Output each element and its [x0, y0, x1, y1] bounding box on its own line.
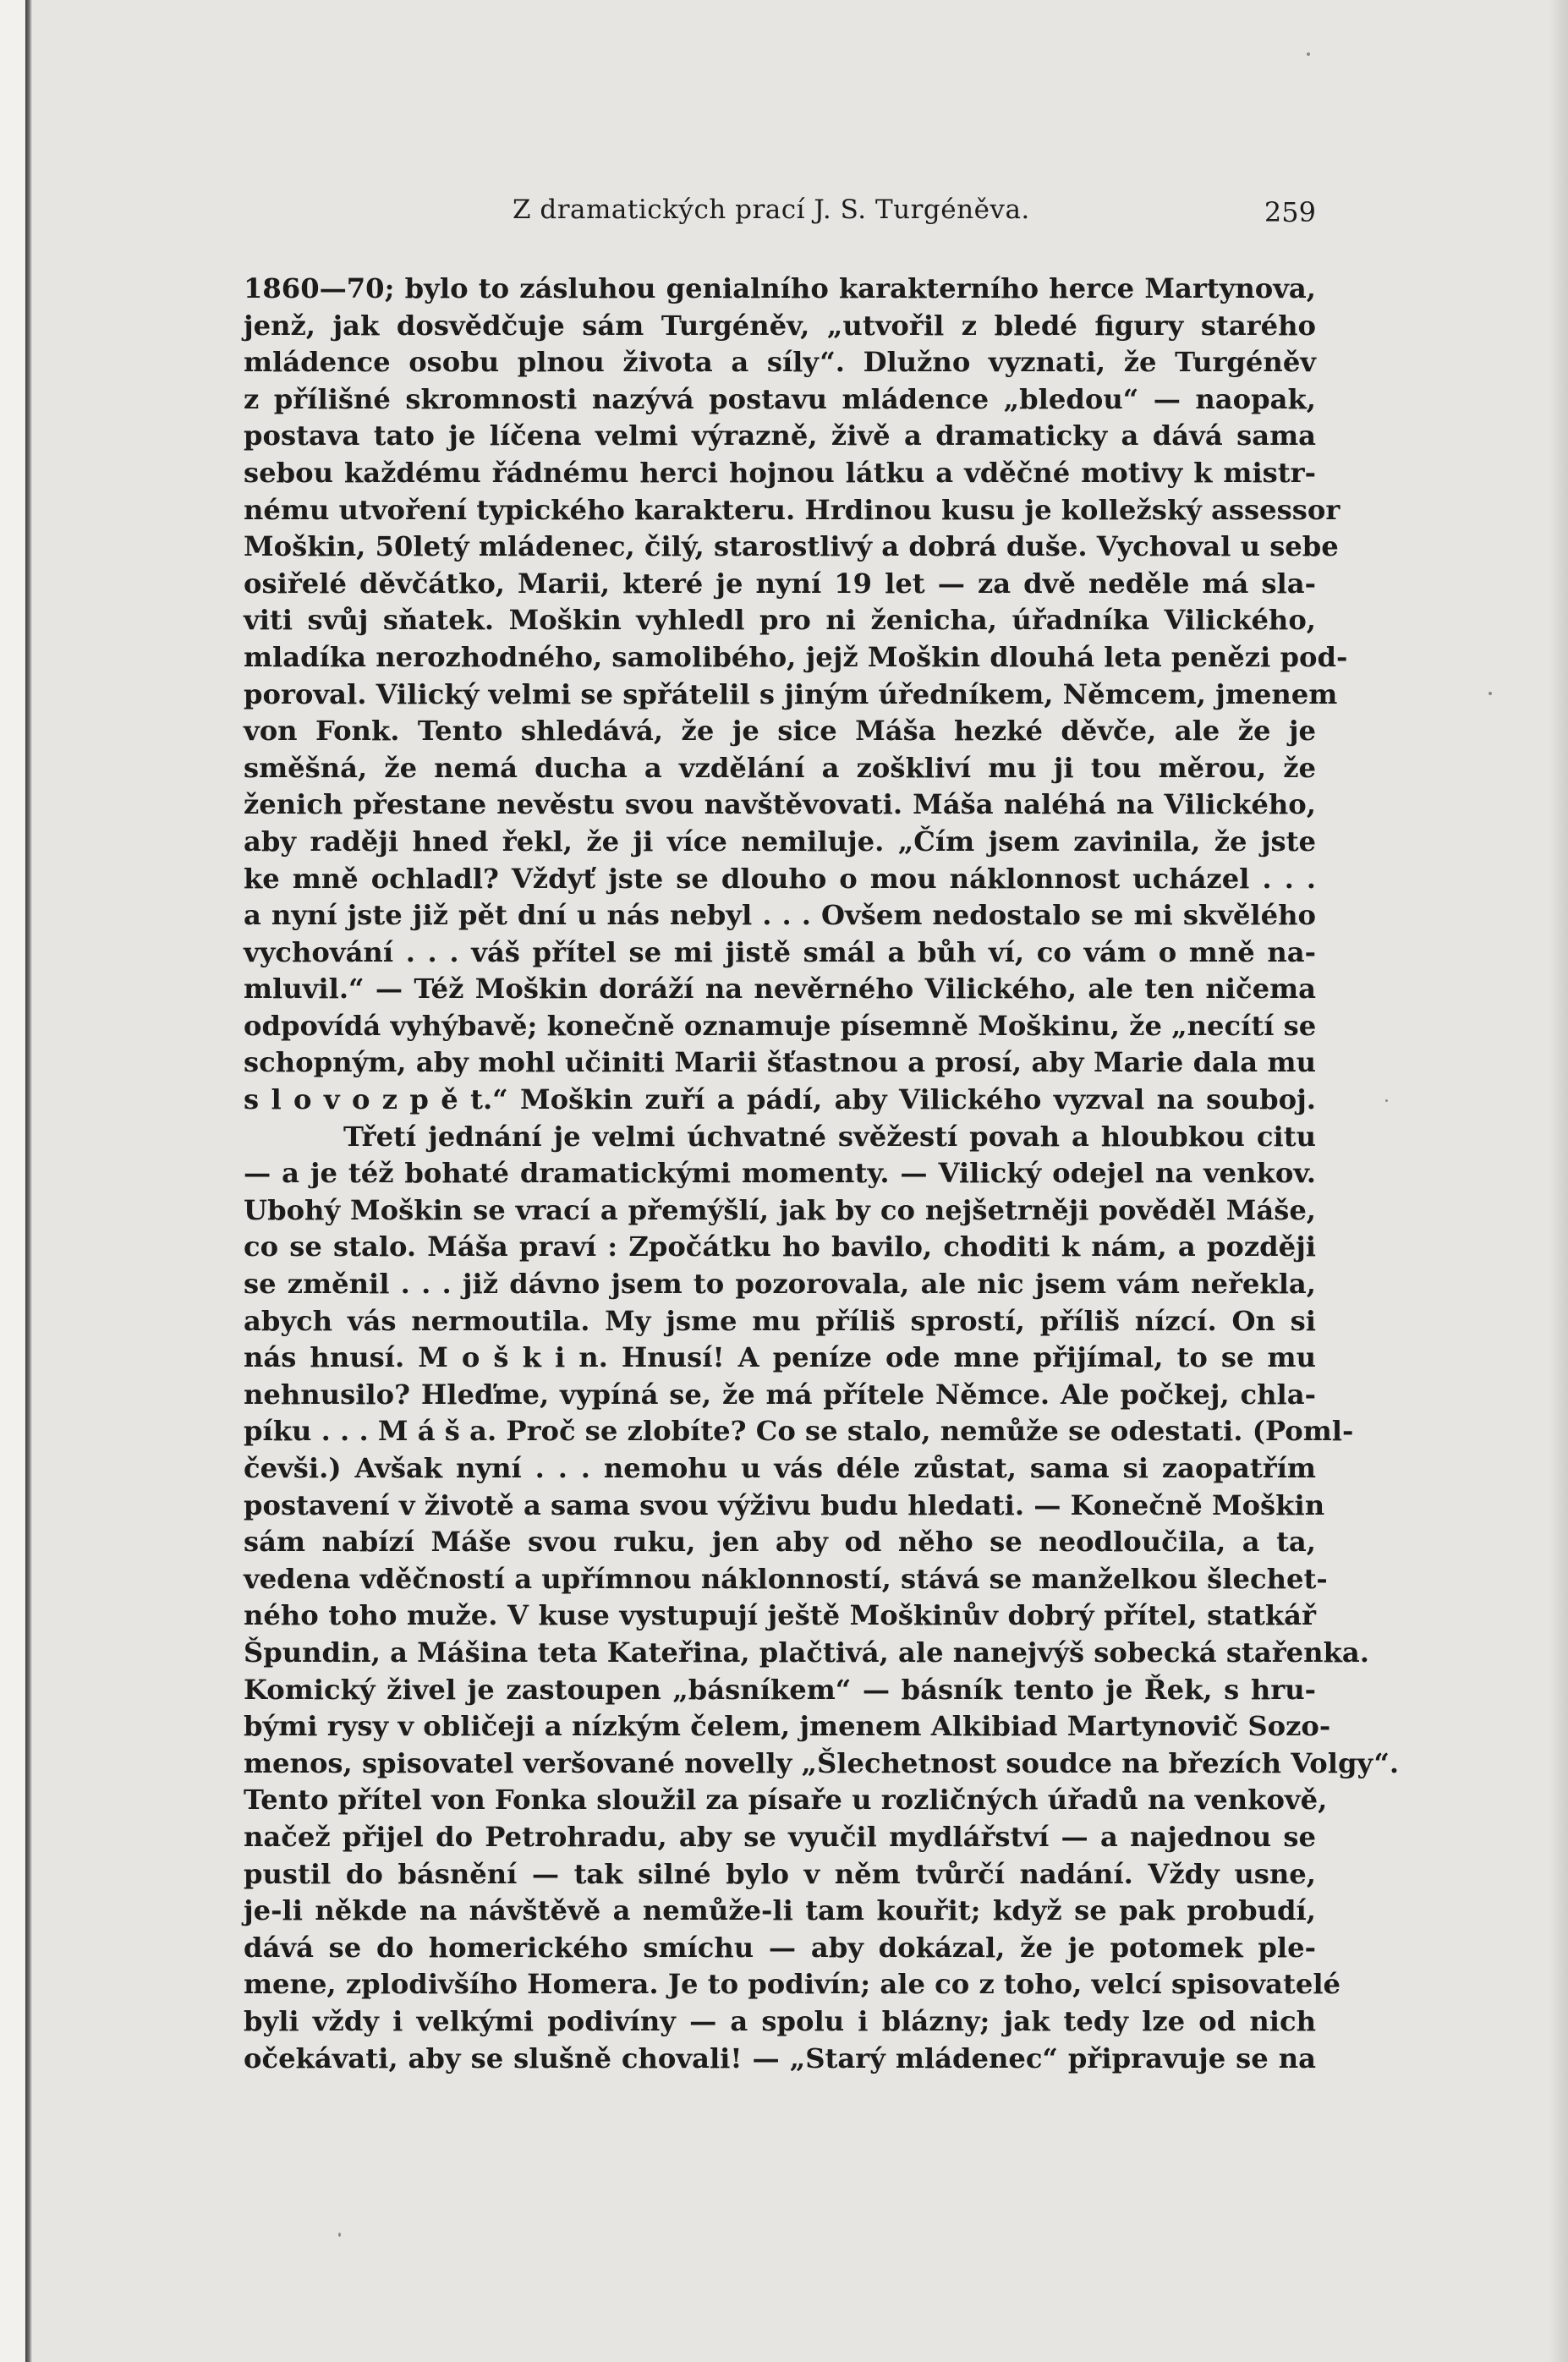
text-line: čevši.) Avšak nyní . . . nemohu u vás déle zůstat, sama si zaopatřím: [244, 1452, 1316, 1484]
text-line: Tento přítel von Fonka sloužil za písaře u rozličných úřadů na venkově,: [244, 1784, 1328, 1817]
text-line: aby raději hned řekl, že ji více nemiluje. „Čím jsem zavinila, že jste: [244, 825, 1316, 858]
text-line: bými rysy v obličeji a nízkým čelem, jmenem Alkibiad Martynovič Sozo-: [244, 1710, 1331, 1743]
text-line: byli vždy i velkými podivíny — a spolu i blázny; jak tedy lze od nich: [244, 2004, 1316, 2037]
text-line: Ubohý Moškin se vrací a přemýšlí, jak by co nejšetrněji pověděl Máše,: [244, 1193, 1316, 1226]
text-line: nému utvoření typického karakteru. Hrdinou kusu je kolležský assessor: [244, 493, 1340, 526]
text-line: se změnil . . . již dávno jsem to pozorovala, ale nic jsem vám neřekla,: [244, 1268, 1316, 1301]
page-header: [244, 195, 1316, 245]
text-line: Špundin, a Mášina teta Kateřina, plačtivá, ale nanejvýš sobecká stařenka.: [244, 1636, 1369, 1669]
paper-speck: [1307, 52, 1310, 56]
page-edge-shadow: [1549, 0, 1568, 2362]
text-line: viti svůj sňatek. Moškin vyhledl pro ni ženicha, úřadníka Vilického,: [244, 604, 1316, 637]
text-line: sebou každému řádnému herci hojnou látku a vděčné motivy k mistr-: [244, 456, 1316, 489]
text-line: načež přijel do Petrohradu, aby se vyučil mydlářství — a najednou se: [244, 1820, 1316, 1853]
text-line: s l o v o z p ě t.“ Moškin zuří a pádí, aby Vilického vyzval na souboj.: [244, 1083, 1316, 1116]
text-line: sám nabízí Máše svou ruku, jen aby od něho se neodloučila, a ta,: [244, 1526, 1316, 1559]
text-line: schopným, aby mohl učiniti Marii šťastnou a prosí, aby Marie dala mu: [244, 1046, 1316, 1079]
text-line: dává se do homerického smíchu — aby dokázal, že je potomek ple-: [244, 1931, 1316, 1964]
text-line: Moškin, 50letý mládenec, čilý, starostlivý a dobrá duše. Vychoval u sebe: [244, 530, 1339, 563]
text-line: Komický živel je zastoupen „básníkem“ — básník tento je Řek, s hru-: [244, 1673, 1316, 1706]
text-line: mene, zplodivšího Homera. Je to podivín; ale co z toho, velcí spisovatelé: [244, 1968, 1341, 2001]
text-line: co se stalo. Máša praví : Zpočátku ho bavilo, choditi k nám, a později: [244, 1230, 1316, 1263]
text-line: ženich přestane nevěstu svou navštěvovati. Máša naléhá na Vilického,: [244, 788, 1316, 821]
text-line: ného toho muže. V kuse vystupují ještě Moškinův dobrý přítel, statkář: [244, 1599, 1316, 1632]
text-line: ke mně ochladl? Vždyť jste se dlouho o mou náklonnost ucházel . . .: [244, 862, 1316, 895]
text-line: a nyní jste již pět dní u nás nebyl . . . Ovšem nedostalo se mi skvělého: [244, 899, 1316, 932]
paper-speck: [1489, 692, 1492, 695]
text-line: von Fonk. Tento shledává, že je sice Máša hezké děvče, ale že je: [244, 715, 1316, 748]
text-line: postava tato je líčena velmi výrazně, živě a dramaticky a dává sama: [244, 419, 1316, 452]
page-number: 259: [1264, 196, 1316, 228]
body-text: [244, 271, 1400, 2077]
text-line: jenž, jak dosvědčuje sám Turgéněv, „utvořil z bledé figury starého: [244, 309, 1316, 342]
text-line: mladíka nerozhodného, samolibého, jejž Moškin dlouhá leta penězi pod-: [244, 640, 1348, 673]
text-line: — a je též bohaté dramatickými momenty. — Vilický odejel na venkov.: [244, 1157, 1316, 1190]
text-line: postavení v životě a sama svou výživu budu hledati. — Konečně Moškin: [244, 1488, 1325, 1521]
running-head: Z dramatických prací J. S. Turgéněva.: [513, 195, 1030, 225]
text-line: očekávati, aby se slušně chovali! — „Starý mládenec“ připravuje se na: [244, 2041, 1316, 2074]
text-line: mluvil.“ — Též Moškin doráží na nevěrného Vilického, ale ten ničema: [244, 973, 1316, 1006]
text-line: 1860—70; bylo to zásluhou genialního karakterního herce Martynova,: [244, 272, 1316, 304]
text-line: menos, spisovatel veršované novelly „Šlechetnost soudce na březích Volgy“.: [244, 1746, 1400, 1779]
binding-edge: [25, 0, 32, 2362]
text-line: píku . . . M á š a. Proč se zlobíte? Co se stalo, nemůže se odestati. (Poml-: [244, 1415, 1354, 1448]
text-line: odpovídá vyhýbavě; konečně oznamuje písemně Moškinu, že „necítí se: [244, 1009, 1317, 1042]
text-line: pustil do básnění — tak silné bylo v něm tvůrčí nadání. Vždy usne,: [244, 1857, 1316, 1890]
text-line: nehnusilo? Hleďme, vypíná se, že má přítele Němce. Ale počkej, chla-: [244, 1378, 1316, 1411]
text-line: z přílišné skromnosti nazývá postavu mládence „bledou“ — naopak,: [244, 382, 1316, 415]
text-line: abych vás nermoutila. My jsme mu příliš sprostí, příliš nízcí. On si: [244, 1304, 1316, 1337]
text-line: Třetí jednání je velmi úchvatné svěžestí povah a hloubkou citu: [343, 1120, 1316, 1153]
text-line: je-li někde na návštěvě a nemůže-li tam kouřit; když se pak probudí,: [244, 1894, 1316, 1927]
binding-margin: [0, 0, 25, 2362]
text-line: mládence osobu plnou života a síly“. Dlužno vyznati, že Turgéněv: [244, 346, 1316, 379]
text-line: vedena vděčností a upřímnou náklonností, stává se manželkou šlechet-: [244, 1562, 1328, 1595]
paper-speck: [338, 2233, 341, 2237]
text-line: osiřelé děvčátko, Marii, které je nyní 19 let — za dvě neděle má sla-: [244, 567, 1316, 600]
text-line: vychování . . . váš přítel se mi jistě smál a bůh ví, co vám o mně na-: [244, 935, 1316, 968]
text-line: nás hnusí. M o š k i n. Hnusí! A peníze ode mne přijímal, to se mu: [244, 1341, 1316, 1374]
paper-speck: [1385, 1099, 1388, 1102]
text-line: poroval. Vilický velmi se spřátelil s jiným úředníkem, Němcem, jmenem: [244, 677, 1338, 710]
text-line: směšná, že nemá ducha a vzdělání a zoškliví mu ji tou měrou, že: [244, 751, 1316, 784]
